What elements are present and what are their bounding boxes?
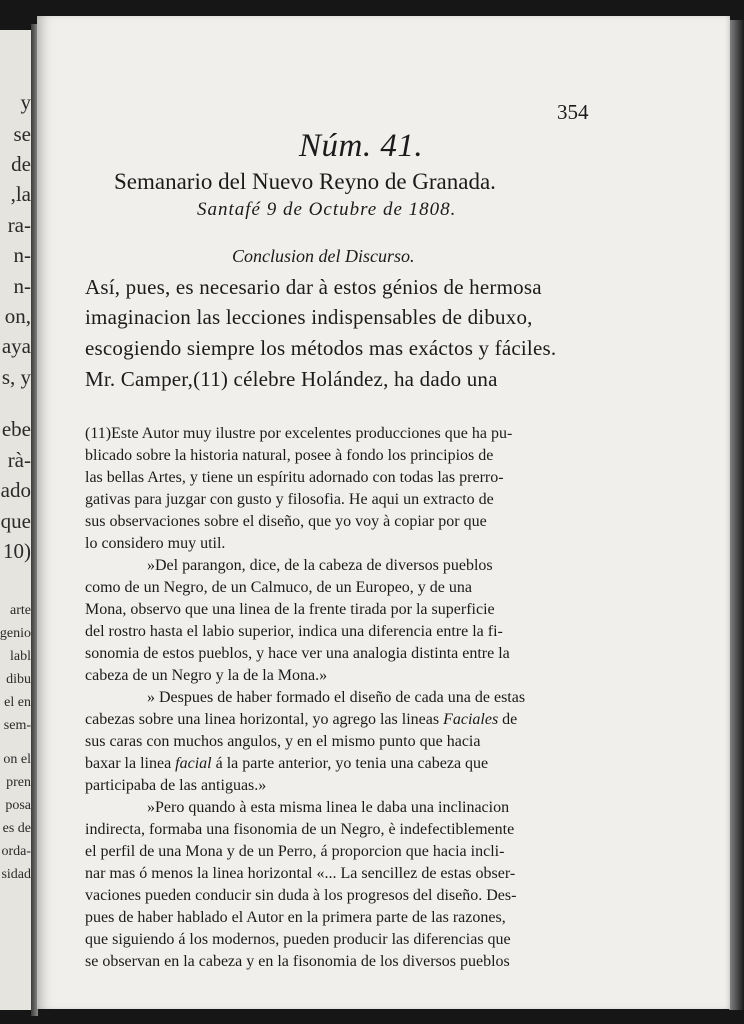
footnote-line: sus observaciones sobre el diseño, que yo voy à copiar por que [85,513,487,530]
prev-page-fragment: n- [13,274,31,298]
section-heading: Conclusion del Discurso. [232,246,415,266]
prev-page-fragment: pren [6,775,31,790]
prev-page-fragment: el en [4,695,31,710]
footnote-line: que siguiendo á los modernos, pueden producir las diferencias que [85,931,511,948]
page-number: 354 [557,100,589,124]
prev-page-fragment: rà- [7,448,31,472]
body-line: Mr. Camper,(11) célebre Holández, ha dado una [85,367,498,391]
prev-page-fragment: dibu [6,672,31,687]
footnote-text: á la parte anterior, yo tenia una cabeza que [215,755,489,772]
prev-page-fragment: on el [3,752,31,767]
prev-page-fragment: y [20,90,31,114]
footnote-line: » Despues de haber formado el diseño de cada una de estas [147,689,526,706]
prev-page-fragment: ado [0,478,31,502]
prev-page-fragment: labl [10,649,31,664]
prev-page-fragment: orda- [1,844,31,859]
footnote-line [85,755,488,773]
prev-page-fragment: ra- [7,213,31,237]
footnote-line: pues de haber hablado el Autor en la primera parte de las razones, [85,909,506,926]
footnote-line: »Pero quando à esta misma linea le daba una inclinacion [147,799,510,816]
prev-page-fragment: ebe [1,417,31,441]
prev-page-fragment: sidad [1,867,31,882]
footnote-line: sus caras con muchos angulos, y en el mismo punto que hacia [85,733,481,750]
prev-page-fragment: arte [10,603,31,618]
footnote-line: se observan en la cabeza y en la fisonomia de los diversos pueblos [85,953,510,970]
prev-page-fragment: on, [4,304,31,328]
body-line: imaginacion las lecciones indispensables de dibuxo, [85,305,533,329]
prev-page-fragment: de [11,152,31,176]
footnote-text: cabezas sobre una linea horizontal, yo agrego las lineas [85,711,440,728]
dateline: Santafé 9 de Octubre de 1808. [197,199,457,220]
footnote-line: indirecta, formaba una fisonomia de un Negro, è indefectiblemente [85,821,515,838]
publication-title: Semanario del Nuevo Reyno de Granada. [114,169,496,194]
footnote-line: lo considero muy util. [85,535,226,552]
footnote-text: baxar la linea [85,755,172,772]
page-edge-shadow [729,20,744,1010]
footnote-line: Mona, observo que una linea de la frente tirada por la superficie [85,601,495,618]
footnote-line: vaciones pueden conducir sin duda à los progresos del diseño. Des- [85,887,517,904]
prev-page-fragment: es de [2,821,31,836]
prev-page-fragment: posa [5,798,31,813]
prev-page-fragment: ,la [10,182,31,206]
prev-page-fragment: se [13,122,31,146]
body-line: escogiendo siempre los métodos mas exáctos y fáciles. [85,336,557,360]
footnote-line [85,711,517,729]
prev-page-fragment: s, y [1,365,31,389]
footnote-line: cabeza de un Negro y la de la Mona.» [85,667,328,684]
prev-page-fragment: n- [13,243,31,267]
footnote-line: el perfil de una Mona y de un Perro, á proporcion que hacia incli- [85,843,505,860]
footnote-text: de [502,711,518,728]
prev-page-fragment: que [0,509,31,533]
footnote-line: nar mas ó menos la linea horizontal «... La sencillez de estas obser- [85,865,516,882]
footnote-line: del rostro hasta el labio superior, indica una diferencia entre la fi- [85,623,503,640]
footnote-line: sonomia de estos pueblos, y hace ver una analogia distinta entre la [85,645,510,662]
footnote-line: participaba de las antiguas.» [85,777,267,794]
issue-number: Núm. 41. [299,128,424,164]
prev-page-fragment: 10) [3,539,31,563]
footnote-line: como de un Negro, de un Calmuco, de un Europeo, y de una [85,579,473,596]
body-line: Así, pues, es necesario dar à estos génios de hermosa [85,275,542,299]
current-page [37,16,730,1009]
footnote-italic-term: Faciales [443,711,499,728]
prev-page-fragment: aya [1,334,31,358]
footnote-italic-term: facial [175,755,212,772]
previous-page-edge [0,30,33,1010]
footnote-line: gativas para juzgar con gusto y filosofia. He aqui un extracto de [85,491,494,508]
footnote-line: las bellas Artes, y tiene un espíritu adornado con todas las prerro- [85,469,504,486]
prev-page-fragment: genio [0,626,31,641]
footnote-line: (11)Este Autor muy ilustre por excelentes producciones que ha pu- [85,425,513,442]
footnote-line: »Del parangon, dice, de la cabeza de diversos pueblos [147,557,493,574]
prev-page-fragment: sem- [3,718,31,733]
footnote-line: blicado sobre la historia natural, posee à fondo los principios de [85,447,494,464]
